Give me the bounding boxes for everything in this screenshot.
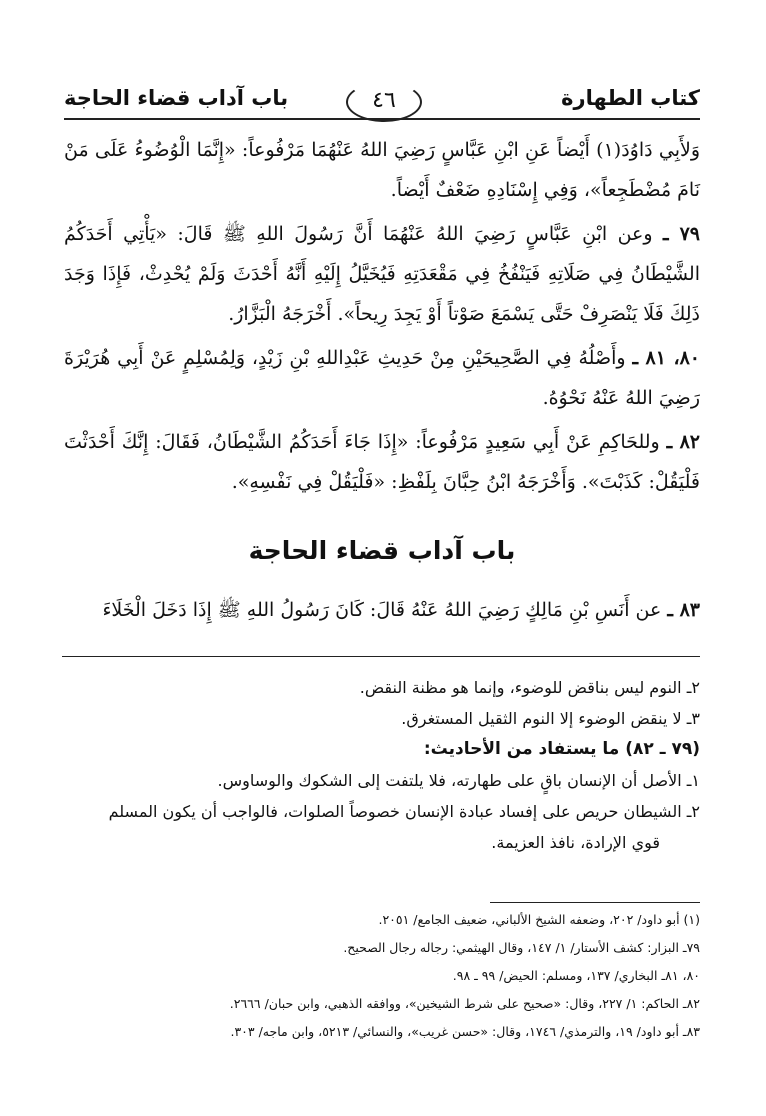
footnote-divider — [490, 902, 700, 903]
note-line: ٢ـ الشيطان حريص على إفساد عبادة الإنسان خصوصاً الصلوات، فالواجب أن يكون المسلم — [108, 802, 700, 821]
footnotes — [64, 906, 700, 1046]
note-line: قوي الإرادة، نافذ العزيمة. — [491, 833, 660, 852]
running-header — [64, 82, 700, 124]
footnote: ٨٢ـ الحاكم: ١/ ٢٢٧، وقال: «صحيح على شرط الشيخين»، ووافقه الذهبي، وابن حبان/ ٢٦٦٦. — [229, 996, 700, 1011]
footnote: ٧٩ـ البزار: كشف الأستار/ ١/ ١٤٧، وقال الهيثمي: رجاله رجال الصحيح. — [343, 940, 700, 955]
hadith-text: وعن ابْنِ عَبَّاسٍ رَضِيَ اللهُ عَنْهُمَا أَنَّ رَسُولَ اللهِ ﷺ قَالَ: «يَأْتِي أَحَدَكُمُ الشَّيْطَانُ فِي صَلَاتِهِ فَيَنْفُخُ فِي مَقْعَدَتِهِ فَيُخَيَّلُ إِلَيْهِ أَنَّهُ أَحْدَثَ وَلَمْ يُحْدِثْ، فَإِذَا وَجَدَ ذَلِكَ فَلَا يَنْصَرِفْ حَتَّى يَسْمَعَ صَوْتاً أَوْ يَجِدَ رِيحاً». أَخْرَجَهُ الْبَزَّارُ. — [64, 223, 700, 325]
note-line: ٣ـ لا ينقض الوضوء إلا النوم الثقيل المستغرق. — [401, 709, 700, 728]
footnote: ٨٠، ٨١ـ البخاري/ ١٣٧، ومسلم: الحيض/ ٩٩ ـ ٩٨. — [452, 968, 700, 983]
book-title: كتاب الطهارة — [561, 86, 700, 110]
hadith-number: ٧٩ ـ — [663, 223, 700, 245]
hadith-number: ٨٢ ـ — [666, 431, 700, 453]
hadith-number: ٨٠، ٨١ ـ — [632, 347, 700, 369]
footnote: ٨٣ـ أبو داود/ ١٩، والترمذي/ ١٧٤٦، وقال: «حسن غريب»، والنسائي/ ٥٢١٣، وابن ماجه/ ٣٠٣. — [230, 1024, 700, 1039]
hadith-number: ٨٣ ـ — [667, 599, 700, 621]
page-number: ٤٦ — [346, 82, 422, 122]
hadith-83 — [64, 590, 700, 630]
hadith-80-81 — [64, 338, 700, 418]
section-heading: باب آداب قضاء الحاجة — [248, 536, 516, 565]
note-line: ٢ـ النوم ليس بناقض للوضوء، وإنما هو مظنة النقض. — [359, 678, 700, 697]
main-text — [64, 130, 700, 506]
hadith-79 — [64, 214, 700, 334]
note-line: ١ـ الأصل أن الإنسان باقٍ على طهارته، فلا يلتفت إلى الشكوك والوساوس. — [217, 771, 700, 790]
header-rule — [64, 118, 700, 120]
hadith-text: عن أَنَسِ بْنِ مَالِكٍ رَضِيَ اللهُ عَنْهُ قَالَ: كَانَ رَسُولُ اللهِ ﷺ إِذَا دَخَلَ الْخَلَاءَ — [102, 599, 662, 621]
hadith-82 — [64, 422, 700, 502]
footnote: (١) أبو داود/ ٢٠٢، وضعفه الشيخ الألباني، ضعيف الجامع/ ٢٠٥١. — [378, 912, 700, 927]
chapter-title: باب آداب قضاء الحاجة — [64, 86, 289, 110]
commentary — [64, 672, 700, 858]
commentary-divider — [62, 656, 700, 657]
benefits-heading: (٧٩ ـ ٨٢) ما يستفاد من الأحاديث: — [423, 739, 700, 759]
hadith-text: وللحَاكِمِ عَنْ أَبِي سَعِيدٍ مَرْفُوعاً: «إِذَا جَاءَ أَحَدَكُمُ الشَّيْطَانُ، فَقَالَ: إِنَّكَ أَحْدَثْتَ فَلْيَقُلْ: كَذَبْتَ». وَأَخْرَجَهُ ابْنُ حِبَّانَ بِلَفْظِ: «فَلْيَقُلْ فِي نَفْسِهِ». — [64, 431, 700, 493]
main-text-continued — [64, 590, 700, 634]
paragraph-abudawud: وَلأَبِي دَاوُدَ(١) أَيْضاً عَنِ ابْنِ عَبَّاسٍ رَضِيَ اللهُ عَنْهُمَا مَرْفُوعاً: «إِنَّمَا الْوُضُوءُ عَلَى مَنْ نَامَ مُضْطَجِعاً»، وَفِي إِسْنَادِهِ ضَعْفٌ أَيْضاً. — [64, 139, 700, 201]
hadith-text: وأَصْلُهُ فِي الصَّحِيحَيْنِ مِنْ حَدِيثِ عَبْدِاللهِ بْنِ زَيْدٍ، وَلِمُسْلِمٍ عَنْ أَبِي هُرَيْرَةَ رَضِيَ اللهُ عَنْهُ نَحْوُهُ. — [64, 347, 700, 409]
